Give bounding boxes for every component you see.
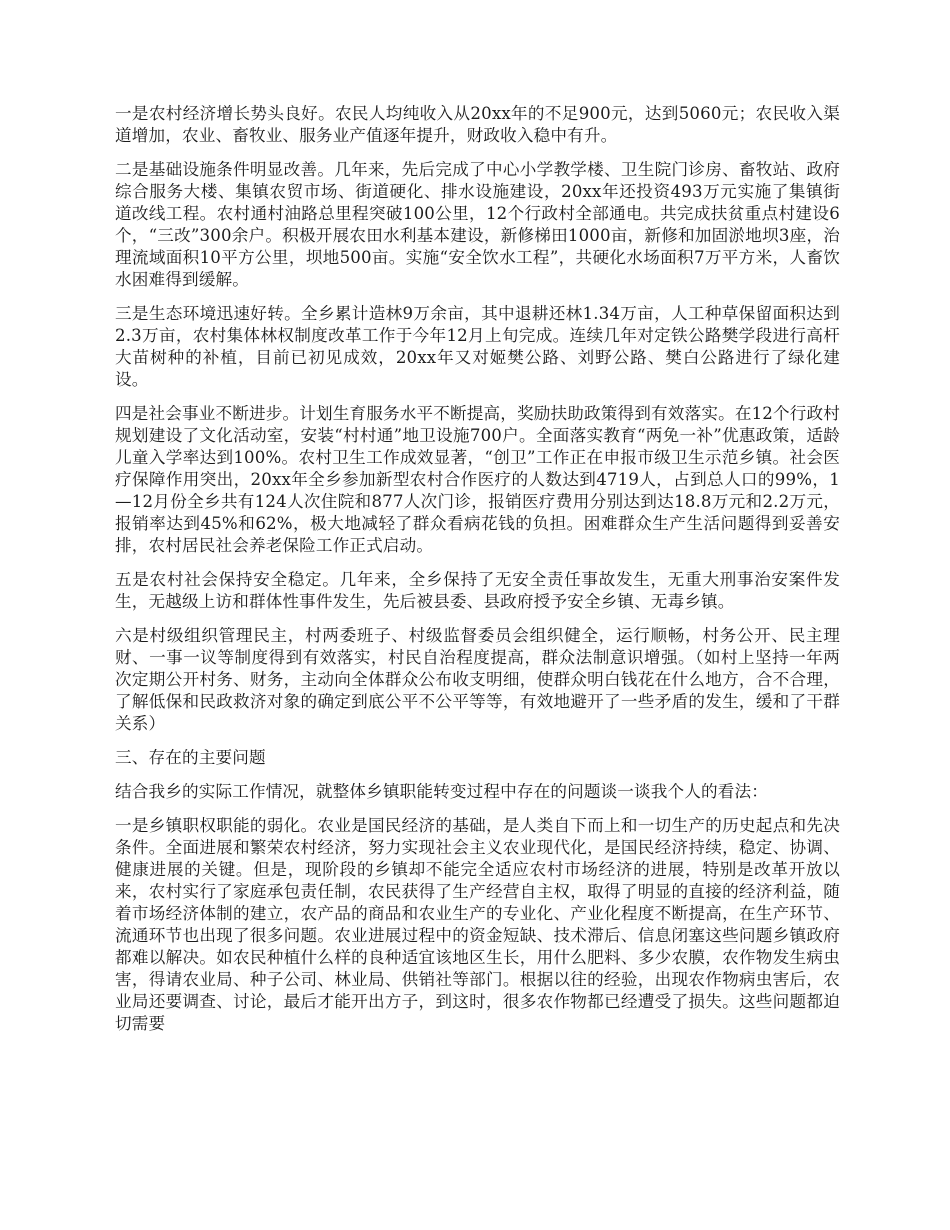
paragraph-economic-growth: 一是农村经济增长势头良好。农民人均纯收入从20xx年的不足900元，达到5060元；农民收入渠道增加，农业、畜牧业、服务业产值逐年提升，财政收入稳中有升。 xyxy=(115,104,840,145)
paragraph-weakened-functions: 一是乡镇职权职能的弱化。农业是国民经济的基础，是人类自下而上和一切生产的历史起点和先决条件。全面进展和繁荣农村经济，努力实现社会主义农业现代化，是国民经济持续，稳定、协调、健康进展的关键。但是，现阶段的乡镇却不能完全适应农村市场经济的进展，特别是改革开放以来，农村实行了家庭承包责任制，农民获得了生产经营自主权，取得了明显的直接的经济利益，随着市场经济体制的建立，农产品的商品和农业生产的专业化、产业化程度不断提高，在生产环节、流通环节也出现了很多问题。农业进展过程中的资金短缺、技术滞后、信息闭塞这些问题乡镇政府都难以解决。如农民种植什么样的良种适宜该地区生长，用什么肥料、多少农膜，农作物发生病虫害，得请农业局、种子公司、林业局、供销社等部门。根据以往的经验，出现农作物病虫害后，农业局还要调查、讨论，最后才能开出方子，到这时，很多农作物都已经遭受了损失。这些问题都迫切需要 xyxy=(115,816,840,1033)
paragraph-village-governance: 六是村级组织管理民主，村两委班子、村级监督委员会组织健全，运行顺畅，村务公开、民主理财、一事一议等制度得到有效落实，村民自治程度提高，群众法制意识增强。（如村上坚持一年两次定期公开村务、财务，主动向全体群众公布收支明细，使群众明白钱花在什么地方，合不合理，了解低保和民政救济对象的确定到底公平不公平等等，有效地避开了一些矛盾的发生，缓和了干群关系） xyxy=(115,626,840,733)
paragraph-intro-problems: 结合我乡的实际工作情况，就整体乡镇职能转变过程中存在的问题谈一谈我个人的看法： xyxy=(115,782,769,801)
section-heading: 三、存在的主要问题 xyxy=(115,748,266,767)
paragraph-social-progress: 四是社会事业不断进步。计划生育服务水平不断提高，奖励扶助政策得到有效落实。在12个行政村规划建设了文化活动室，安装“村村通”地卫设施700户。全面落实教育“两免一补”优惠政策，适龄儿童入学率达到100%。农村卫生工作成效显著，“创卫”工作正在申报市级卫生示范乡镇。社会医疗保障作用突出，20xx年全乡参加新型农村合作医疗的人数达到4719人，占到总人口的99%，1—12月份全乡共有124人次住院和877人次门诊，报销医疗费用分别达到达18.8万元和2.2万元，报销率达到45%和62%，极大地减轻了群众看病花钱的负担。困难群众生产生活问题得到妥善安排，农村居民社会养老保险工作正式启动。 xyxy=(115,404,840,555)
paragraph-infrastructure: 二是基础设施条件明显改善。几年来，先后完成了中心小学教学楼、卫生院门诊房、畜牧站、政府综合服务大楼、集镇农贸市场、街道硬化、排水设施建设，20xx年还投资493万元实施了集镇街道改线工程。农村通村油路总里程突破100公里，12个行政村全部通电。共完成扶贫重点村建设6个，“三改”300余户。积极开展农田水利基本建设，新修梯田1000亩，新修和加固淤地坝3座，治理流域面积10平方公里，坝地500亩。实施“安全饮水工程”，共硬化水场面积7万平方米，人畜饮水困难得到缓解。 xyxy=(115,160,840,289)
paragraph-safety-stability: 五是农村社会保持安全稳定。几年来，全乡保持了无安全责任事故发生，无重大刑事治安案件发生，无越级上访和群体性事件发生，先后被县委、县政府授予安全乡镇、无毒乡镇。 xyxy=(115,570,840,611)
document-body xyxy=(115,103,840,1047)
paragraph-ecology: 三是生态环境迅速好转。全乡累计造林9万余亩，其中退耕还林1.34万亩，人工种草保留面积达到2.3万亩，农村集体林权制度改革工作于今年12月上旬完成。连续几年对定铁公路樊学段进行高杆大苗树种的补植，目前已初见成效，20xx年又对姬樊公路、刘野公路、樊白公路进行了绿化建设。 xyxy=(115,304,840,389)
